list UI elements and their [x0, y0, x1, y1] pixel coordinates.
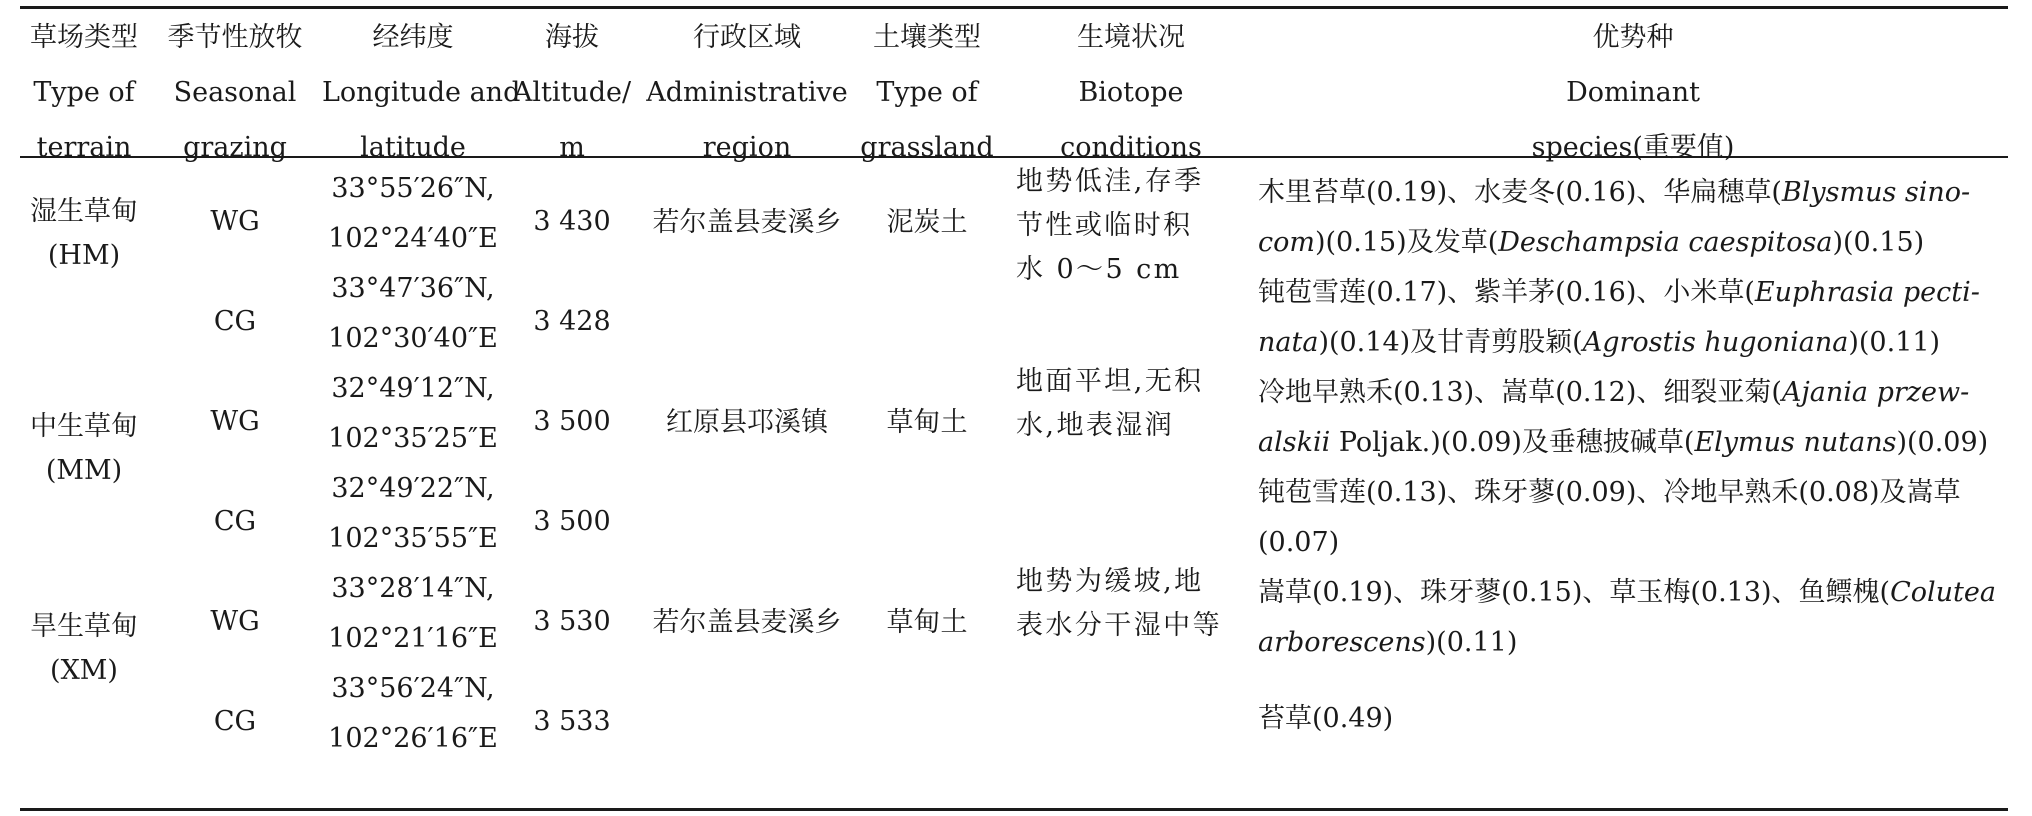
species-text: 钝苞雪莲(0.17)、紫羊茅(0.16)、小米草(	[1258, 277, 1755, 308]
latitude: 33°47′36″N,	[331, 273, 495, 304]
species-line	[1258, 318, 2008, 368]
terrain-label: 湿生草甸	[30, 196, 138, 227]
soil-type-cell: 泥炭土	[886, 206, 968, 238]
header-cell	[860, 10, 994, 163]
soil-type-cell: 草甸土	[886, 406, 968, 438]
species-text: )(0.15)及发草(	[1314, 227, 1499, 258]
dominant-species-cell	[1258, 368, 2008, 468]
dominant-species-cell	[1258, 268, 2008, 368]
lat-lon-cell	[322, 264, 504, 364]
species-latin-name: Deschampsia caespitosa	[1498, 227, 1833, 258]
header-en2: grazing	[183, 132, 287, 163]
dominant-species-cell	[1258, 694, 2008, 744]
header-zh: 生境状况	[1077, 22, 1185, 53]
biotope-line: 地面平坦,无积	[1016, 366, 1204, 397]
header-zh: 行政区域	[693, 22, 801, 53]
species-line	[1258, 518, 2008, 568]
species-latin-name: Colutea	[1890, 577, 1996, 608]
header-cell	[20, 10, 148, 163]
biotope-cell	[1016, 360, 1246, 448]
terrain-cell	[20, 605, 148, 693]
bottom-rule	[20, 808, 2008, 811]
header-en2: conditions	[1060, 132, 1202, 163]
terrain-label: (XM)	[50, 655, 118, 686]
species-text: 冷地早熟禾(0.13)、嵩草(0.12)、细裂亚菊(	[1258, 377, 1782, 408]
latitude: 33°28′14″N,	[331, 573, 495, 604]
grazing-cell: WG	[210, 206, 260, 237]
species-line	[1258, 168, 2008, 218]
altitude-cell: 3 430	[533, 206, 611, 237]
lat-lon-cell	[322, 564, 504, 664]
species-text: 苔草(0.49)	[1258, 703, 1394, 734]
lat-lon-cell	[322, 164, 504, 264]
species-text: )(0.11)	[1848, 327, 1941, 358]
species-text: 木里苔草(0.19)、水麦冬(0.16)、华扁穗草(	[1258, 177, 1782, 208]
dominant-species-cell	[1258, 568, 2008, 668]
header-en2: species(重要值)	[1531, 132, 1735, 163]
species-text: Poljak.)(0.09)及垂穗披碱草(	[1330, 427, 1695, 458]
longitude: 102°35′55″E	[328, 523, 498, 554]
species-line	[1258, 368, 2008, 418]
terrain-label: (MM)	[45, 455, 123, 486]
header-en1: Type of	[876, 77, 978, 108]
biotope-cell	[1016, 160, 1246, 292]
longitude: 102°30′40″E	[328, 323, 498, 354]
region-cell: 红原县邛溪镇	[666, 406, 828, 438]
terrain-label: 中生草甸	[30, 411, 138, 442]
species-latin-name: Euphrasia pecti-	[1754, 277, 1980, 308]
header-cell	[1258, 10, 2008, 163]
biotope-line: 节性或临时积	[1016, 210, 1193, 241]
species-line	[1258, 418, 2008, 468]
longitude: 102°35′25″E	[328, 423, 498, 454]
species-text: 嵩草(0.19)、珠牙蓼(0.15)、草玉梅(0.13)、鱼鳔槐(	[1258, 577, 1891, 608]
biotope-line: 水,地表湿润	[1016, 410, 1175, 441]
lat-lon-cell	[322, 664, 504, 764]
header-zh: 优势种	[1592, 22, 1674, 53]
longitude: 102°24′40″E	[328, 223, 498, 254]
species-latin-name: nata	[1258, 327, 1319, 358]
header-en2: region	[702, 132, 792, 163]
dominant-species-cell	[1258, 168, 2008, 268]
latitude: 32°49′22″N,	[331, 473, 495, 504]
species-line	[1258, 568, 2008, 618]
species-text: 钝苞雪莲(0.13)、珠牙蓼(0.09)、冷地早熟禾(0.08)及嵩草	[1258, 477, 1961, 508]
header-en1: Seasonal	[173, 77, 297, 108]
biotope-line: 地势低洼,存季	[1016, 166, 1204, 197]
header-en2: m	[559, 132, 585, 163]
terrain-label: (HM)	[47, 240, 121, 271]
species-line	[1258, 694, 2008, 744]
header-en1: Altitude/	[512, 77, 632, 108]
header-en2: terrain	[36, 132, 132, 163]
species-latin-name: Agrostis hugoniana	[1582, 327, 1849, 358]
species-latin-name: Blysmus sino-	[1781, 177, 1971, 208]
species-latin-name: com	[1258, 227, 1315, 258]
species-latin-name: alskii	[1258, 427, 1331, 458]
header-zh: 土壤类型	[873, 22, 981, 53]
region-cell: 若尔盖县麦溪乡	[652, 606, 842, 638]
header-cell	[1016, 10, 1246, 163]
header-zh: 草场类型	[30, 22, 138, 53]
species-line	[1258, 618, 2008, 668]
altitude-cell: 3 530	[533, 606, 611, 637]
altitude-cell: 3 428	[533, 306, 611, 337]
header-cell	[510, 10, 634, 163]
species-text: )(0.14)及甘青剪股颖(	[1318, 327, 1583, 358]
header-cell	[150, 10, 320, 163]
header-en2: grassland	[860, 132, 994, 163]
header-en1: Longitude and	[322, 77, 521, 108]
species-text: )(0.15)	[1832, 227, 1925, 258]
latitude: 32°49′12″N,	[331, 373, 495, 404]
header-zh: 海拔	[545, 22, 599, 53]
altitude-cell: 3 533	[533, 706, 611, 737]
header-zh: 经纬度	[372, 22, 454, 53]
biotope-line: 水 0～5 cm	[1016, 254, 1182, 285]
terrain-cell	[20, 190, 148, 278]
altitude-cell: 3 500	[533, 406, 611, 437]
biotope-line: 表水分干湿中等	[1016, 610, 1223, 641]
lat-lon-cell	[322, 464, 504, 564]
header-zh: 季节性放牧	[167, 22, 303, 53]
terrain-label: 旱生草甸	[30, 611, 138, 642]
species-text: (0.07)	[1258, 527, 1340, 558]
species-line	[1258, 268, 2008, 318]
header-cell	[322, 10, 521, 163]
top-rule	[20, 6, 2008, 9]
lat-lon-cell	[322, 364, 504, 464]
header-en1: Type of	[33, 77, 135, 108]
longitude: 102°26′16″E	[328, 723, 498, 754]
terrain-cell	[20, 405, 148, 493]
species-text: )(0.09)	[1896, 427, 1989, 458]
species-latin-name: arborescens	[1258, 627, 1426, 658]
species-latin-name: Elymus nutans	[1694, 427, 1897, 458]
grazing-cell: WG	[210, 606, 260, 637]
dominant-species-cell	[1258, 468, 2008, 568]
species-line	[1258, 468, 2008, 518]
biotope-cell	[1016, 560, 1246, 648]
species-line	[1258, 218, 2008, 268]
grazing-cell: CG	[213, 306, 257, 337]
biotope-line: 地势为缓坡,地	[1016, 566, 1204, 597]
header-en1: Biotope	[1078, 77, 1184, 108]
header-en1: Dominant	[1566, 77, 1700, 108]
grazing-cell: WG	[210, 406, 260, 437]
grazing-cell: CG	[213, 506, 257, 537]
header-en2: latitude	[360, 132, 466, 163]
soil-type-cell: 草甸土	[886, 606, 968, 638]
latitude: 33°55′26″N,	[331, 173, 495, 204]
region-cell: 若尔盖县麦溪乡	[652, 206, 842, 238]
longitude: 102°21′16″E	[328, 623, 498, 654]
altitude-cell: 3 500	[533, 506, 611, 537]
species-latin-name: Ajania przew-	[1781, 377, 1970, 408]
header-cell	[636, 10, 858, 163]
header-en1: Administrative	[646, 77, 848, 108]
grazing-cell: CG	[213, 706, 257, 737]
species-text: )(0.11)	[1425, 627, 1518, 658]
latitude: 33°56′24″N,	[331, 673, 495, 704]
